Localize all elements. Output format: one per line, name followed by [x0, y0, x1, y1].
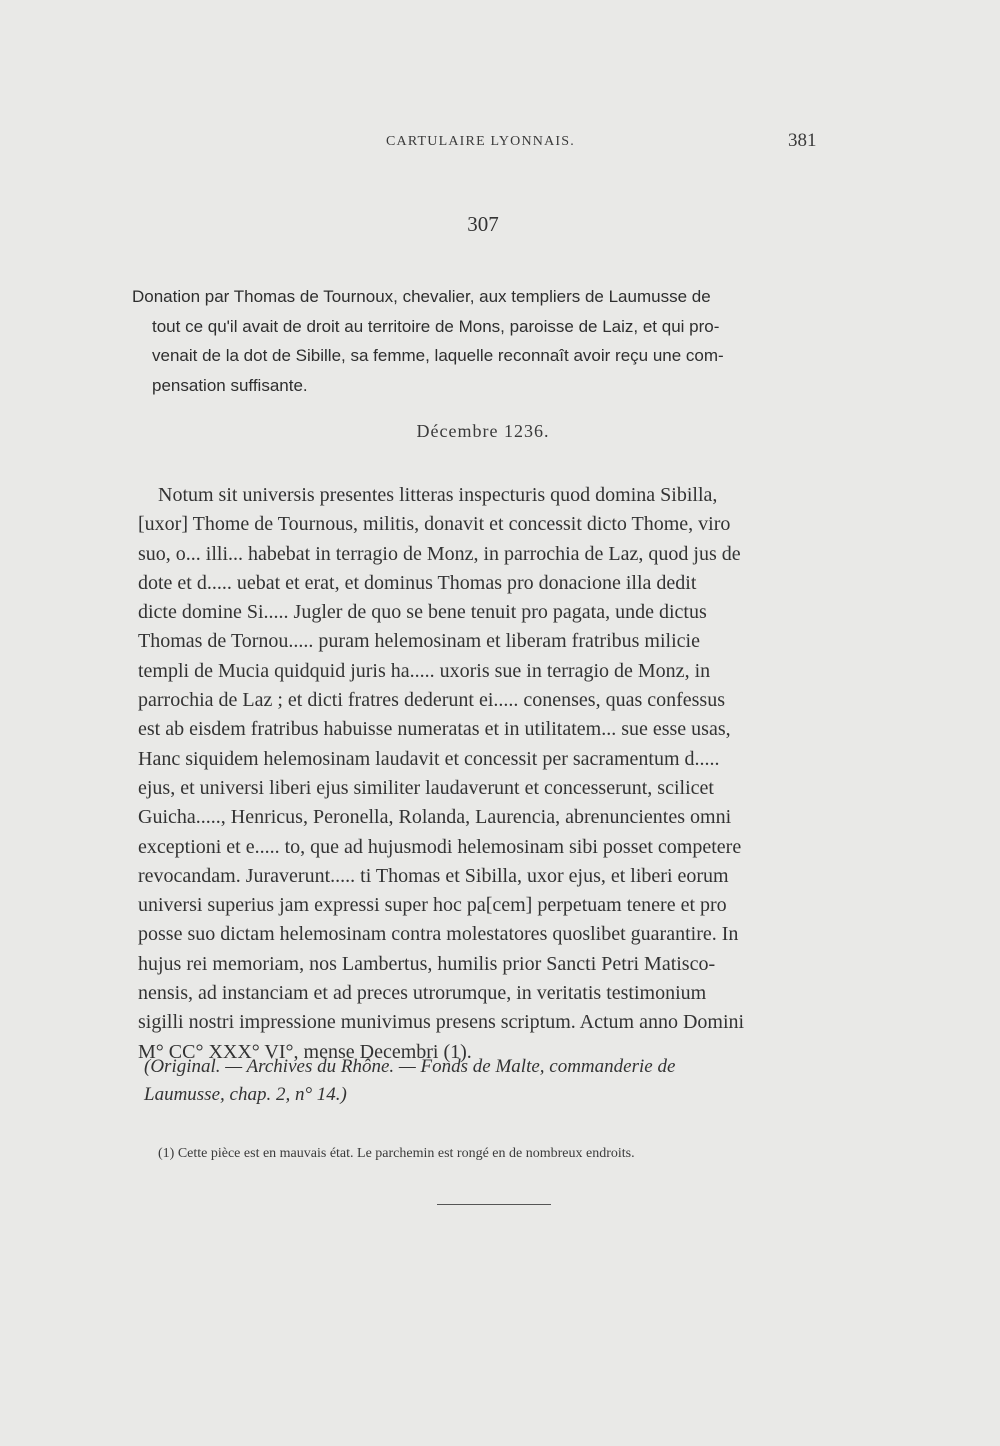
body-line: Guicha....., Henricus, Peronella, Rolanda, Laurencia, abrenuncientes omni [138, 806, 732, 829]
summary-line: pensation suffisante. [152, 375, 308, 395]
body-line: ejus, et universi liberi ejus similiter laudaverunt et concesserunt, scilicet [138, 776, 714, 799]
body-line: parrochia de Laz ; et dicti fratres dederunt ei..... conenses, quas confessus [138, 689, 725, 712]
body-line: exceptioni et e..... to, que ad hujusmodi helemosinam sibi posset competere [138, 835, 742, 858]
body-line: M° CC° XXX° VI°, mense Decembri (1). [138, 1040, 472, 1063]
body-line: nensis, ad instanciam et ad preces utrorumque, in veritatis testimonium [138, 982, 707, 1005]
body-line: [uxor] Thome de Tournous, militis, donavit et concessit dicto Thome, viro [138, 513, 731, 536]
page-number: 381 [788, 130, 817, 151]
body-line: dicte domine Si..... Jugler de quo se bene tenuit pro pagata, unde dictus [138, 601, 707, 624]
body-line: suo, o... illi... habebat in terragio de Monz, in parrochia de Laz, quod jus de [138, 542, 741, 565]
source-line: (Original. — Archives du Rhône. — Fonds de Malte, commanderie de [144, 1056, 676, 1077]
summary-line: Donation par Thomas de Tournoux, chevalier, aux templiers de Laumusse de [132, 287, 711, 306]
document-summary [132, 282, 832, 400]
document-body [138, 481, 838, 1067]
source-line: Laumusse, chap. 2, n° 14.) [144, 1084, 347, 1105]
summary-line: venait de la dot de Sibille, sa femme, laquelle reconnaît avoir reçu une com- [152, 346, 724, 365]
body-line: universi superius jam expressi super hoc pa[cem] perpetuam tenere et pro [138, 894, 727, 917]
summary-line: tout ce qu'il avait de droit au territoire de Mons, paroisse de Laiz, et qui pro- [152, 316, 720, 336]
closing-rule [437, 1204, 551, 1205]
body-line: Notum sit universis presentes litteras inspecturis quod domina Sibilla, [158, 484, 718, 506]
document-date: Décembre 1236. [416, 421, 550, 441]
document-number: 307 [467, 212, 499, 236]
body-line: revocandam. Juraverunt..... ti Thomas et Sibilla, uxor ejus, et liberi eorum [138, 864, 729, 887]
body-line: templi de Mucia quidquid juris ha..... uxoris sue in terragio de Monz, in [138, 659, 711, 682]
footnote: (1) Cette pièce est en mauvais état. Le parchemin est rongé en de nombreux endroits. [158, 1146, 635, 1161]
body-line: sigilli nostri impressione munivimus presens scriptum. Actum anno Domini [138, 1011, 745, 1034]
running-head: CARTULAIRE LYONNAIS. [386, 134, 575, 149]
body-line: posse suo dictam helemosinam contra molestatores quoslibet guarantire. In [138, 923, 739, 946]
body-line: Hanc siquidem helemosinam laudavit et concessit per sacramentum d..... [138, 747, 720, 770]
source-citation [144, 1053, 844, 1109]
body-line: est ab eisdem fratribus habuisse numeratas et in utilitatem... sue esse usas, [138, 718, 731, 741]
body-line: Thomas de Tornou..... puram helemosinam et liberam fratribus milicie [138, 630, 700, 653]
body-line: dote et d..... uebat et erat, et dominus Thomas pro donacione illa dedit [138, 571, 697, 594]
body-line: hujus rei memoriam, nos Lambertus, humilis prior Sancti Petri Matisco- [138, 952, 716, 975]
